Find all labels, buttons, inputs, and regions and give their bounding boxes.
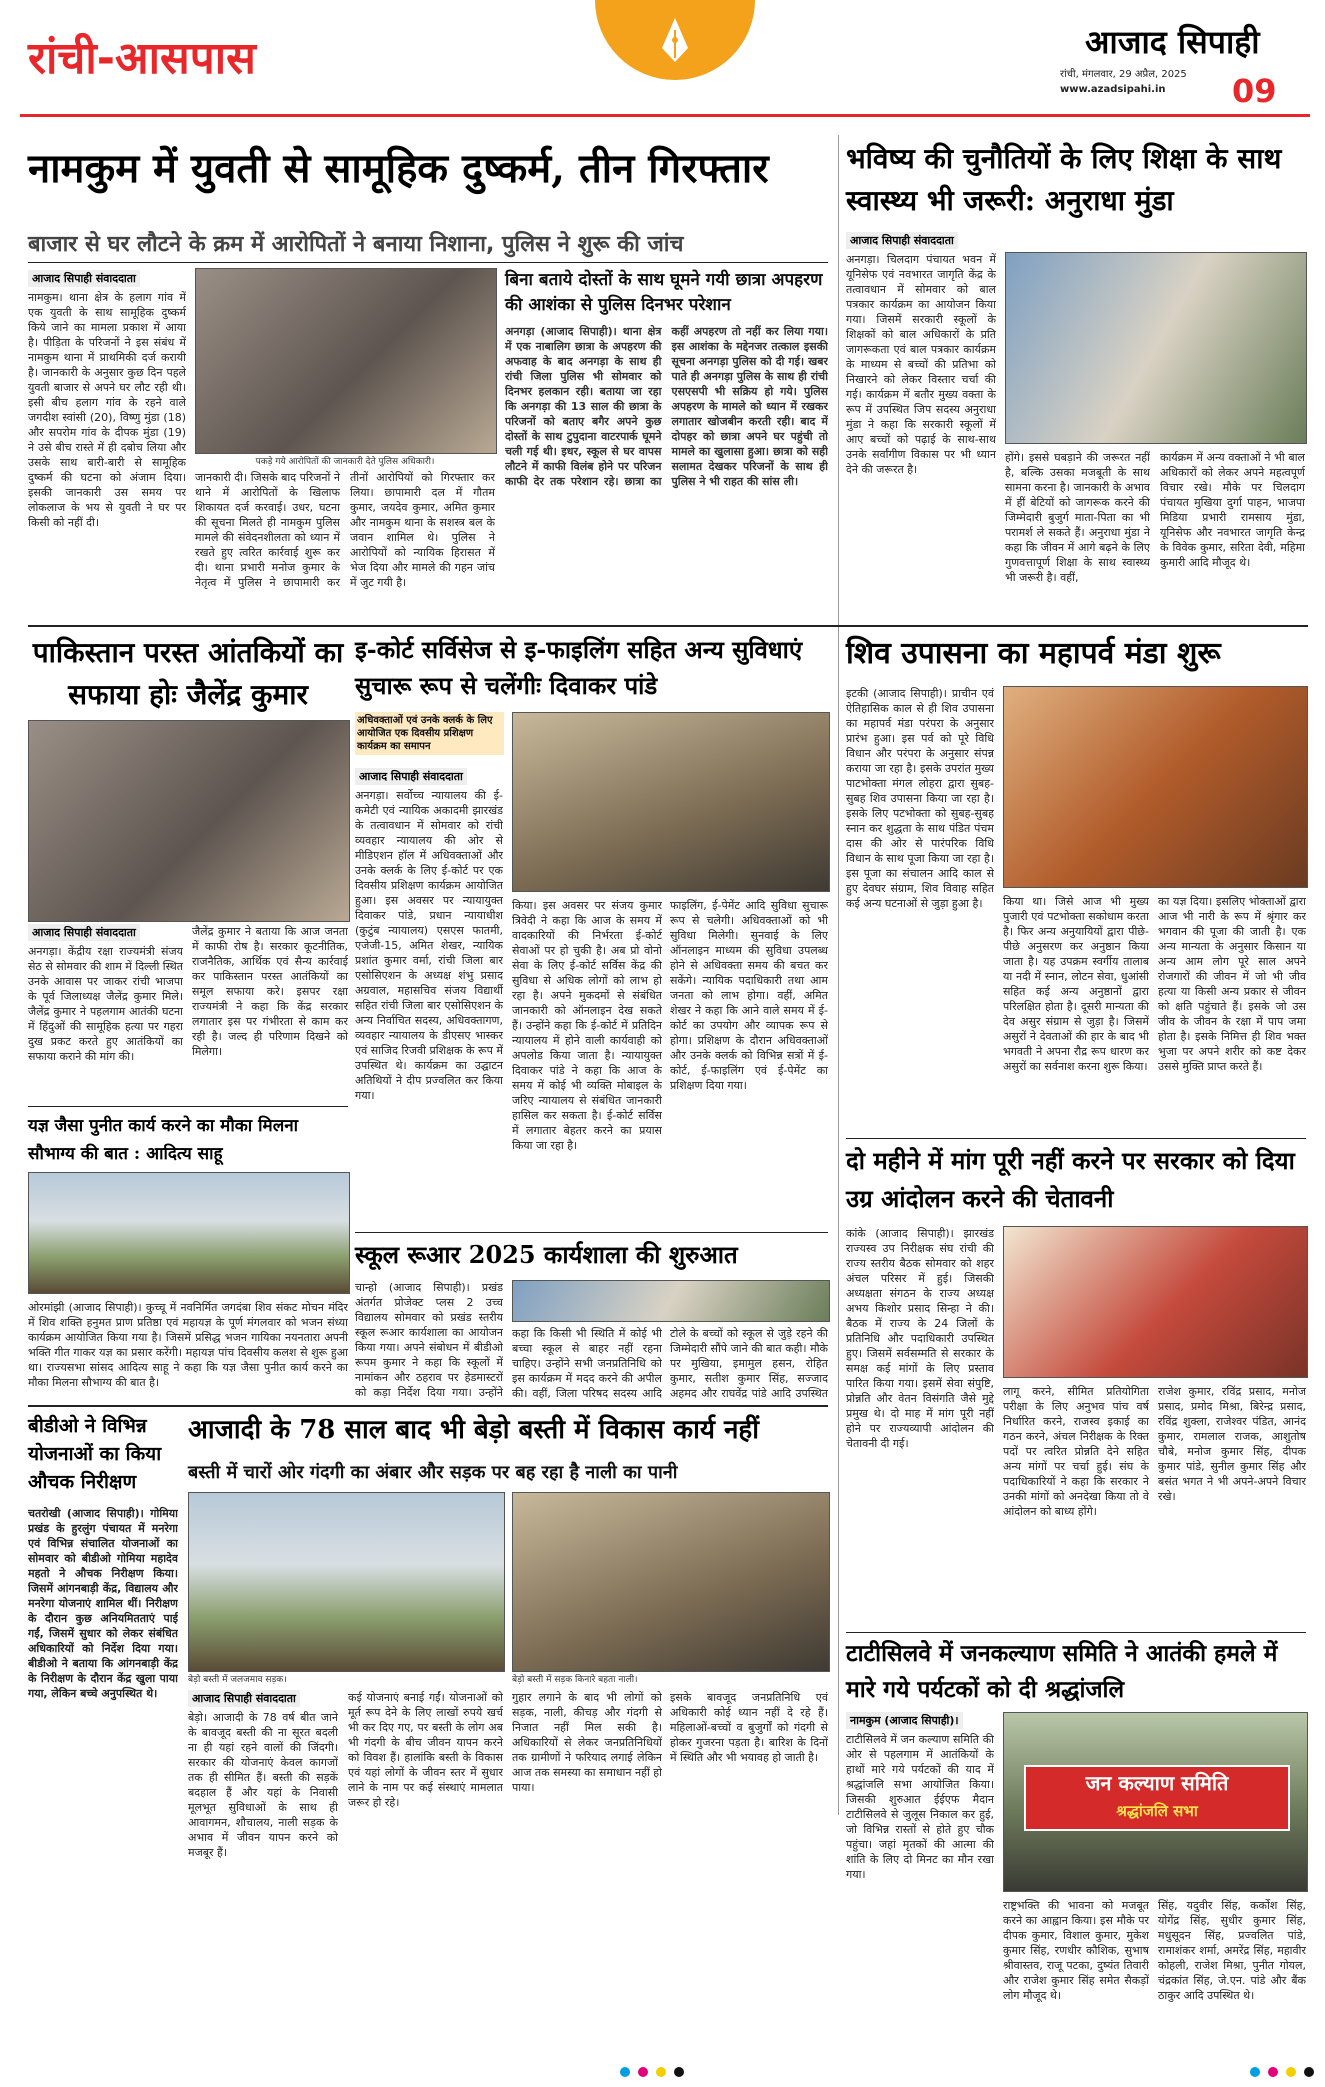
website: www.azadsipahi.in — [1060, 84, 1166, 95]
tatisilwai-body-continued: राष्ट्रभक्ति की भावना को मजबूत करने का आह्वान किया। इस मौके पर दीपक कुमार, विशाल कुमार, मुकेश कुमार सिंह, रणधीर कौशिक, सुभाष श्रीवास्तव, राजू पटका, दुष्यंत तिवारी और राजेश कुमार सिंह समेत सैकड़ों लोग मौजूद थे। — [1003, 1899, 1149, 2002]
cyan-mark — [620, 2067, 630, 2077]
story1-photo — [195, 268, 497, 454]
footer-registration-marks — [620, 2062, 687, 2081]
pakistan-headline: पाकिस्तान परस्त आंतकियों का सफाया होः जैलेंद्र कुमार — [32, 636, 344, 711]
anuradha-photo — [1005, 252, 1307, 444]
pakistan-byline: आजाद सिपाही संवाददाता — [28, 924, 140, 941]
ecourt-body-end: फाइलिंग, ई-पेमेंट आदि सुविधा सुचारू रूप से चलेगी। अधिवक्ताओं को भी सुविधा मिलेगी। सुनवाई के लिए ऑनलाइन माध्यम की सुविधा उपलब्ध होने से अधिवक्ता समय की बचत कर सकेंगे। न्यायिक पदाधिकारी तथा आम जनता को लाभ होगा। वहीं, अमित शेखर ने कहा कि आने वाले समय में ई-कोर्ट का उपयोग और व्यापक रूप से होगा। प्रशिक्षण के दौरान अधिवक्ताओं और उनके क्लर्क को विभिन्न सत्रों में ई-कोर्ट, ई-फाइलिंग एवं ई-पेमेंट का प्रशिक्षण दिया गया। — [670, 899, 828, 1092]
story1-photo-caption: पकड़े गये आरोपितों की जानकारी देते पुलिस अधिकारी। — [255, 457, 435, 467]
ecourt-body: अनगड़ा। सर्वोच्च न्यायालय की ई-कमेटी एवं न्यायिक अकादमी झारखंड के तत्वावधान में सोमवार को रांची व्यवहार न्यायालय की ओर से मीडिएशन हॉल में अधिवक्ताओं और उनके क्लर्क के लिए ई-कोर्ट पर एक दिवसीय प्रशिक्षण कार्यक्रम आयोजित हुआ। इस अवसर पर न्यायायुक्त दिवाकर पांडे, प्रधान न्यायाधीश (कुटुंब न्यायालय) एसएस फातमी, एजेजी-15, अमित शेखर, न्यायिक प्रशांत कुमार वर्मा, रांची जिला बार एसोसिएशन के अध्यक्ष शंभु प्रसाद अग्रवाल, महासचिव संजय विद्यार्थी सहित रांची जिला बार एसोसिएशन के अन्य निर्वाचित सदस्य, अधिवक्तागण, व्यवहार न्यायालय के डीएसए भास्कर एवं साजिद रिजवी प्रशिक्षक के रूप में उपस्थित थे। कार्यक्रम का उद्घाटन अतिथियों ने दीप प्रज्वलित कर किया गया। — [355, 789, 503, 1102]
basti-body-4: इसके बावजूद जनप्रतिनिधि एवं अधिकारी कोई ध्यान नहीं दे रहे हैं। महिलाओं-बच्चों व बुजुर्गों को गंदगी से होकर गुजरना पड़ता है। बारिश के दिनों में स्थिति और भी भयावह हो जाती है। — [670, 1691, 828, 1764]
story1-headline: नामकुम में युवती से सामूहिक दुष्कर्म, तीन गिरफ्तार — [28, 145, 769, 192]
basti-caption-2: बेड़ो बस्ती में सड़क किनारे बहता नाली। — [512, 1675, 638, 1685]
column-divider — [838, 135, 839, 1815]
basti-headline: आजादी के 78 साल बाद भी बेड़ो बस्ती में विकास कार्य नहीं — [188, 1415, 759, 1445]
divider — [28, 262, 828, 263]
black-mark — [674, 2067, 684, 2077]
basti-body-2: कई योजनाएं बनाई गईं। योजनाओं को मूर्त रूप देने के लिए लाखों रुपये खर्च भी कर दिए गए, पर बस्ती के लोग अब भी गंदगी के बीच जीवन यापन करने को विवश हैं। हालांकि बस्ती के विकास एवं यहां लोगों के जीवन स्तर में सुधार लाने के नाम पर कई संस्थाएं मामलात जरूर हो रहे। — [348, 1691, 503, 1809]
page-number: 09 — [1232, 72, 1277, 110]
manda-body-continued: किया था। जिसे आज भी मुख्य पुजारी एवं पटभोक्ता सकोधाम करता है। फिर अन्य अनुयायियों द्वारा पीछे-पीछे अनुसरण कर अनुष्ठान किया जाता है। यह उपक्रम स्वर्गीय तालाब या नदी में स्नान, लोटन सेवा, धुआंसी सहित कई अन्य अनुष्ठानों द्वारा परिलक्षित होता है। दूसरी मान्यता की देव असुर संग्राम से जुड़ा है। जिसमें असुरों ने देवताओं की हार के बाद भी भगवती ने अपना रौद्र रूप धारण कर असुरों का सर्वनाश करना शुरू किया। — [1003, 895, 1149, 1073]
anuradha-headline: भविष्य की चुनौतियों के लिए शिक्षा के साथ स्वास्थ्य भी जरूरी: अनुराधा मुंडा — [846, 142, 1282, 217]
demand-photo — [1003, 1226, 1308, 1378]
tatisilwai-banner — [1024, 1765, 1290, 1831]
black-mark — [1304, 2067, 1314, 2077]
school-headline: स्कूल रूआर 2025 कार्यशाला की शुरुआत — [355, 1240, 738, 1269]
tatisilwai-body-end: सिंह, यदुवीर सिंह, कर्कोश सिंह, योगेंद्र सिंह, सुधीर कुमार सिंह, मधुसूदन सिंह, प्रज्वलित पांडे, रामाशंकर शर्मा, अमरेंद्र सिंह, महावीर कोहली, राजेश मिश्रा, पुनीत गोयल, चंद्रकांत सिंह, जे.एन. पांडे और बैंक ठाकुर आदि उपस्थित थे। — [1158, 1899, 1306, 2002]
masthead — [0, 0, 1325, 118]
manda-headline: शिव उपासना का महापर्व मंडा शुरू — [846, 636, 1221, 671]
yellow-mark — [1286, 2067, 1296, 2077]
school-photo — [512, 1280, 830, 1322]
story1-box-body: अनगड़ा (आजाद सिपाही)। थाना क्षेत्र में एक नाबालिग छात्रा के अपहरण की अफवाह के बाद अनगड़ा के साथ ही रांची जिला पुलिस भी सोमवार को दिनभर हलकान रही। बताया जा रहा कि अनगड़ा की 13 साल की छात्रा के परिजनों को बताए बगैर अपने कुछ दोस्तों के साथ टुपुदाना वाटरपार्क घूमने चली गई थी। इधर, स्कूल से घर वापस लौटने में काफी विलंब होने पर परिजन काफी देर तक परेशान रहे। छात्रा का कहीं अपहरण तो नहीं कर लिया गया। इस आशंका के मद्देनजर तत्काल इसकी सूचना अनगड़ा पुलिस को दी गई। खबर पाते ही अनगड़ा पुलिस के साथ ही रांची एसएसपी भी सक्रिय हो गये। पुलिस अपहरण के मामले को ध्यान में रखकर लगातार खोजबीन करती रही। बाद में दोपहर को छात्रा अपने घर पहुंची तो मामले का खुलासा हुआ। छात्रा को सही सलामत देखकर परिजनों के साथ ही पुलिस ने भी राहत की सांस ली। — [505, 325, 828, 488]
school-body: चान्हो (आजाद सिपाही)। प्रखंड अंतर्गत प्रोजेक्ट प्लस 2 उच्च विद्यालय सोमवार को प्रखंड स्तरीय स्कूल रूआर कार्यशाला का आयोजन किया गया। अपने संबोधन में बीडीओ रूपम कुमार ने कहा कि स्कूलों में नामांकन और ठहराव पर हेडमास्टरों को कड़ा निर्देश दिया गया। उन्होंने — [355, 1281, 503, 1399]
yajna-headline: यज्ञ जैसा पुनीत कार्य करने का मौका मिलना सौभाग्य की बात : आदित्य साहू — [28, 1116, 299, 1164]
manda-body: इटकी (आजाद सिपाही)। प्राचीन एवं ऐतिहासिक काल से ही शिव उपासना का महापर्व मंडा परंपरा के अनुसार प्रारंभ हुआ। इस पर्व को पूरे विधि विधान और परंपरा के अनुसार संपन्न कराया जा रहा है। इसके उपरांत मुख्य पाटभोक्ता मंगल लोहरा द्वारा सुबह-सुबह शिव उपासना किया जा रहा है। इसके लिए पटभोक्ता को सुबह-सुबह स्नान कर शुद्धता के साथ पंडित पंचम दास की ओर से पारंपरिक विधि विधान के साथ पूजा किया जा रहा है। इस पूजा का संचालन आदि काल से हुए देवघर संग्राम, शिव विवाह सहित कई अन्य घटनाओं से जुड़ा हुआ है। — [846, 687, 994, 910]
school-body-continued: कहा कि किसी भी स्थिति में कोई भी बच्चा स्कूल से बाहर नहीं रहना चाहिए। उन्होंने सभी जनप्रतिनिधि को इस कार्यक्रम में मदद करने की अपील की। वहीं, जिला परिषद सदस्य आदि — [512, 1327, 662, 1400]
cyan-mark — [1250, 2067, 1260, 2077]
magenta-mark — [1268, 2067, 1278, 2077]
story1-box-headline: बिना बताये दोस्तों के साथ घूमने गयी छात्रा अपहरण की आशंका से पुलिस दिनभर परेशान — [505, 270, 823, 315]
anuradha-body-end: कार्यक्रम में अन्य वक्ताओं ने भी बाल अधिकारों को लेकर अपने महत्वपूर्ण विचार रखे। मौके पर चिलदाग पंचायत मुखिया दुर्गा पाहन, भाजपा मिडिया प्रभारी रामसाय मुंडा, यूनिसेफ और नवभारत जागृति केन्द्र के विवेक कुमार, सरिता देवी, महिमा कुमारी आदि मौजूद थे। — [1160, 451, 1305, 569]
basti-byline: आजाद सिपाही संवाददाता — [188, 1690, 300, 1707]
anuradha-body: अनगड़ा। चिलदाग पंचायत भवन में यूनिसेफ एवं नवभारत जागृति केंद्र के तत्वावधान में सोमवार को बाल पत्रकार कार्यक्रम का आयोजन किया गया। जिसमें सरकारी स्कूलों के शिक्षकों को बाल अधिकारों के प्रति जागरूकता एवं बाल पत्रकार कार्यक्रम के माध्यम से बच्चों की प्रतिभा को निखारने को लेकर विस्तार चर्चा की गई। कार्यक्रम में बतौर मुख्य वक्ता के रूप में उपस्थित जिप सदस्य अनुराधा मुंडा ने कहा कि सरकारी स्कूलों में आए बच्चों को पढ़ाई के साथ-साथ उनके सर्वांगीण विकास पर भी ध्यान देने की जरूरत है। — [846, 253, 996, 476]
basti-caption-1: बेड़ो बस्ती में जलजमाव सड़क। — [188, 1675, 287, 1685]
divider — [28, 1405, 828, 1407]
basti-body-3: गुहार लगाने के बाद भी लोगों को सड़क, नाली, कीचड़ और गंदगी से निजात नहीं मिल सकी है। अधिकारियों से लेकर जनप्रतिनिधियों तक ग्रामीणों ने फरियाद लगाई लेकिन आज तक समस्या का समाधान नहीं हो पाया। — [512, 1691, 662, 1794]
basti-photo-waterlogged — [188, 1492, 505, 1672]
story1-subhead: बाजार से घर लौटने के क्रम में आरोपितों ने बनाया निशाना, पुलिस ने शुरू की जांच — [28, 232, 684, 257]
banner-line-1: जन कल्याण समिति — [1085, 1771, 1229, 1795]
anuradha-byline: आजाद सिपाही संवाददाता — [846, 232, 958, 249]
basti-photo-drain — [512, 1492, 830, 1672]
divider — [355, 1232, 828, 1233]
bdo-body: चतरोखी (आजाद सिपाही)। गोमिया प्रखंड के हुरलुंग पंचायत में मनरेगा एवं विभिन्न संचालित योजनाओं का सोमवार को बीडीओ गोमिया महादेव महतो ने औचक निरीक्षण किया। जिसमें आंगनबाड़ी केंद्र, विद्यालय और मनरेगा योजनाएं शामिल थीं। निरीक्षण के दौरान कुछ अनियमितताएं पाई गईं, जिसमें सुधार को लेकर संबंधित अधिकारियों को निर्देश दिया गया। बीडीओ ने बताया कि आंगनबाड़ी केंद्र के निरीक्षण के दौरान केंद्र खुला पाया गया, लेकिन बच्चे अनुपस्थित थे। — [28, 1507, 178, 1700]
tatisilwai-headline: टाटीसिलवे में जनकल्याण समिति ने आतंकी हमले में मारे गये पर्यटकों को दी श्रद्धांजलि — [846, 1640, 1278, 1703]
banner-line-2: श्रद्धांजलि सभा — [1116, 1802, 1198, 1820]
manda-body-end: का यज्ञ दिया। इसलिए भोक्ताओं द्वारा आज भी नारी के रूप में श्रृंगार कर भगवान की पूजा की जाती है। एक अन्य मान्यता के अनुसार किसान या अन्य आम लोग पूरे साल अपने रोजगारों की जीवन में जो भी जीव हत्या या किसी अन्य प्रकार से जीवन को क्षति पहुंचाते हैं। इसके जो उस जीव के जीवन के रक्षा में पाप जमा होता है। इसके निमित्त ही शिव भक्त भुजा पर अपने शरीर को कष्ट देकर उससे मुक्ति प्राप्त करते हैं। — [1158, 895, 1306, 1073]
bdo-headline: बीडीओ ने विभिन्न योजनाओं का किया औचक निरीक्षण — [28, 1415, 162, 1493]
yajna-body: ओरमांझी (आजाद सिपाही)। कुच्चू में नवनिर्मित जगदंबा शिव संकट मोचन मंदिर में शिव शक्ति हनुमत प्राण प्रतिष्ठा एवं महायज्ञ के पूर्ण मंगलवार को भजन संध्या कार्यक्रम आयोजित किया गया है। जिसमें प्रसिद्ध भजन गायिका नयनतारा अपनी भक्ति गीत गाकर यज्ञ का प्रसार करेंगी। महायज्ञ पांच दिवसीय कलश से शुरू हुआ था। राज्यसभा सांसद आदित्य साहू ने कहा कि यज्ञ जैसा पुनीत कार्य करने का मौका मिलना सौभाग्य की बात है। — [28, 1301, 348, 1389]
paper-name: आजाद सिपाही — [1085, 23, 1260, 61]
ecourt-headline: इ-कोर्ट सर्विसेज से इ-फाइलिंग सहित अन्य सुविधाएं सुचारू रूप से चलेंगीः दिवाकर पांडे — [355, 635, 803, 700]
ecourt-byline: आजाद सिपाही संवाददाता — [355, 768, 467, 785]
yajna-temple-photo — [28, 1172, 350, 1294]
basti-body: बेड़ो। आजादी के 78 वर्ष बीत जाने के बावजूद बस्ती की ना सूरत बदली ना ही यहां रहने वालों की जिंदगी। सरकार की योजनाएं केवल कागजों तक ही सीमित हैं। बस्ती की सड़कें बदहाल हैं और यहां के निवासी मूलभूत सुविधाओं के साथ ही आवागमन, शौचालय, नाली सड़क के अभाव में जीवन यापन करने को मजबूर हैं। — [188, 1711, 338, 1859]
tatisilwai-byline: नामकुम (आजाद सिपाही)। — [846, 1712, 963, 1729]
ecourt-body-continued: किया। इस अवसर पर संजय कुमार त्रिवेदी ने कहा कि आज के समय में वादकारियों की निर्भरता ई-कोर्ट सेवाओं पर हो चुकी है। अब प्रो वोनो सेवा के लिए ई-कोर्ट सर्विस केंद्र की सुविधा से अधिक लोगों को लाभ हो रहा है। अपने मुकदमों से संबंधित जानकारी को ऑनलाइन देख सकते हैं। उन्होंने कहा कि ई-कोर्ट में प्रतिदिन न्यायालय में होने वाली कार्यवाही को अपलोड किया जाता है। न्यायायुक्त दिवाकर पांडे ने कहा कि आज के समय में कोई भी व्यक्ति मोबाइल के जरिए न्यायालय से संबंधित जानकारी हासिल कर सकता है। ई-कोर्ट सर्विस में लगातार बेहतर करने का प्रयास किया जा रहा है। — [512, 899, 662, 1152]
section-title: रांची-आसपास — [28, 33, 256, 84]
yellow-mark — [656, 2067, 666, 2077]
divider — [846, 1138, 1306, 1139]
masthead-rule — [20, 114, 1310, 117]
tatisilwai-photo — [1003, 1712, 1308, 1892]
ecourt-photo — [512, 712, 830, 892]
demand-headline: दो महीने में मांग पूरी नहीं करने पर सरकार को दिया उग्र आंदोलन करने की चेतावनी — [846, 1146, 1295, 1213]
magenta-mark — [638, 2067, 648, 2077]
manda-photo — [1003, 686, 1308, 888]
story1-body-continued: जानकारी दी। जिसके बाद परिजनों ने थाने में आरोपितों के खिलाफ शिकायत दर्ज करवाई। उधर, घटना की सूचना मिलते ही नामकुम पुलिस मामले की संवेदनशीलता को ध्यान में रखते हुए त्वरित कार्रवाई शुरू कर दी। थाना प्रभारी मनोज कुमार के नेतृत्व में पुलिस ने छापामारी कर तीनों आरोपियों को गिरफ्तार कर लिया। छापामारी दल में गौतम कुमार, जयदेव कुमार, अमित कुमार और नामकुम थाना के सशस्त्र बल के जवान शामिल थे। पुलिस ने आरोपियों को न्यायिक हिरासत में भेज दिया और मामले की गहन जांच में जुट गयी है। — [195, 471, 495, 589]
ecourt-kicker: अधिवक्ताओं एवं उनके क्लर्क के लिए आयोजित एक दिवसीय प्रशिक्षण कार्यक्रम का समापन — [355, 712, 504, 755]
demand-body-continued: लागू करने, सीमित प्रतियोगिता परीक्षा के लिए अनुभव पांच वर्ष निर्धारित करने, राजस्व इकाई का गठन करने, अंचल निरीक्षक के रिक्त पदों पर त्वरित प्रोन्नति देने सहित अन्य मांगों पर चर्चा हुई। संघ के पदाधिकारियों ने कहा कि सरकार ने उनकी मांगों को अनदेखा किया तो वे आंदोलन को बाध्य होंगे। — [1003, 1385, 1149, 1518]
pen-nib-emblem — [590, 0, 760, 110]
dateline: रांची, मंगलवार, 29 अप्रैल, 2025 — [1060, 69, 1187, 80]
demand-body-end: राजेश कुमार, रविंद्र प्रसाद, मनोज प्रसाद, प्रमोद मिश्रा, बिरेन्द्र प्रसाद, रविंद्र शुक्ला, राजेश्वर पंडित, आनंद कुमार, रामलाल राजक, आशुतोष चौबे, मनोज कुमार सिंह, दीपक कुमार पांडे, सुनील कुमार सिंह और बसंत भगत ने भी अपने-अपने विचार रखे। — [1158, 1385, 1306, 1503]
footer-registration-marks-right — [1250, 2062, 1317, 2081]
tatisilwai-body: टाटीसिलवे में जन कल्याण समिति की ओर से पहलगाम में आतंकियों के हाथों मारे गये पर्यटकों की याद में श्रद्धांजलि सभा आयोजित किया। जिसकी शुरुआत ईईएफ मैदान टाटीसिलवे से जुलूस निकाल कर हुई, जो विभिन्न रास्तों से होते हुए चौक पहुंचा। जहां मृतकों की आत्मा की शांति के लिए दो मिनट का मौन रखा गया। — [846, 1733, 994, 1881]
story1-box — [505, 268, 828, 620]
pakistan-body-continued: जैलेंद्र कुमार ने बताया कि आज जनता में काफी रोष है। सरकार कूटनीतिक, राजनैतिक, आर्थिक एवं सैन्य कार्रवाई कर पाकिस्तान परस्त आतंकियों का समूल सफाया करे। इसपर रक्षा राज्यमंत्री ने कहा कि केंद्र सरकार लगातार इस पर गंभीरता से काम कर रही है। जल्द ही परिणाम दिखने को मिलेगा। — [192, 925, 348, 1058]
story1-byline: आजाद सिपाही संवाददाता — [28, 270, 140, 287]
anuradha-body-continued: होंगे। इससे घबड़ाने की जरूरत नहीं है, बल्कि उसका मजबूती के साथ सामना करना है। जानकारी के अभाव में हीं बेटियों को जागरूक करने की जिम्मेदारी बुजुर्ग माता-पिता का भी परामर्श ले सकते हैं। अनुराधा मुंडा ने कहा कि जीवन में आगे बढ़ने के लिए गुणवत्तापूर्ण शिक्षा के साथ स्वास्थ्य भी जरूरी है। वहीं, — [1005, 451, 1150, 584]
divider — [28, 625, 1308, 627]
pakistan-body: अनगड़ा। केंद्रीय रक्षा राज्यमंत्री संजय सेठ से सोमवार की शाम में दिल्ली स्थित उनके आवास पर जाकर रांची भाजपा के पूर्व जिलाध्यक्ष जैलेंद्र कुमार मिले। जैलेंद्र कुमार ने पहलगाम आतंकी घटना में हिंदुओं की सामूहिक हत्या पर गहरा दुख प्रकट करते हुए आतंकियों का सफाया कराने की मांग की। — [28, 945, 183, 1063]
story1-body: नामकुम। थाना क्षेत्र के हलाग गांव में एक युवती के साथ सामूहिक दुष्कर्म किये जाने का मामला प्रकाश में आया है। पीड़िता के परिजनों ने इस संबंध में नामकुम थाना में प्राथमिकी दर्ज करायी है। जानकारी के अनुसार कुछ दिन पहले युवती बाजार से अपने घर लौट रही थी। इसी बीच हलाग गांव के रहने वाले जगदीश स्वांसी (20), विष्णु मुंडा (18) और सपरोम गांव के दीपक मुंडा (19) ने उसे बीच रास्ते में ही दबोच लिया और उसके साथ बारी-बारी से सामूहिक दुष्कर्म की घटना को अंजाम दिया। इसकी जानकारी उस समय पर लोकलाज के भय से युवती ने घर पर किसी को नहीं दी। — [28, 291, 186, 529]
demand-body: कांके (आजाद सिपाही)। झारखंड राज्यस्व उप निरीक्षक संघ रांची की राज्य स्तरीय बैठक सोमवार को शहर अंचल परिसर में हुई। जिसकी अध्यक्षता संगठन के राज्य अध्यक्ष अभय किशोर प्रसाद सिन्हा ने की। बैठक में राज्य के 24 जिलों के प्रतिनिधि और पदाधिकारी उपस्थित हुए। जिसमें सर्वसम्मति से सरकार के समक्ष कई मांगों के लिए प्रस्ताव पारित किया गया। इसमें सेवा संपुष्टि, प्रोन्नति और वेतन विसंगति जैसे मुद्दे प्रमुख थे। दो माह में मांग पूरी नहीं होने पर राज्यव्यापी आंदोलन की चेतावनी दी गई। — [846, 1227, 994, 1450]
divider — [846, 1632, 1306, 1633]
basti-subhead: बस्ती में चारों ओर गंदगी का अंबार और सड़क पर बह रहा है नाली का पानी — [188, 1462, 678, 1483]
divider — [28, 1106, 348, 1107]
school-body-end: टोले के बच्चों को स्कूल से जुड़े रहने की जिम्मेदारी सौंपे जाने की बात कही। मौके पर मुखिया, इमामुल हसन, रोहित कुमार, सतीश कुमार सिंह, सज्जाद अहमद और राघवेंद्र पांडे आदि उपस्थित — [670, 1327, 828, 1400]
pakistan-photo — [28, 720, 350, 922]
